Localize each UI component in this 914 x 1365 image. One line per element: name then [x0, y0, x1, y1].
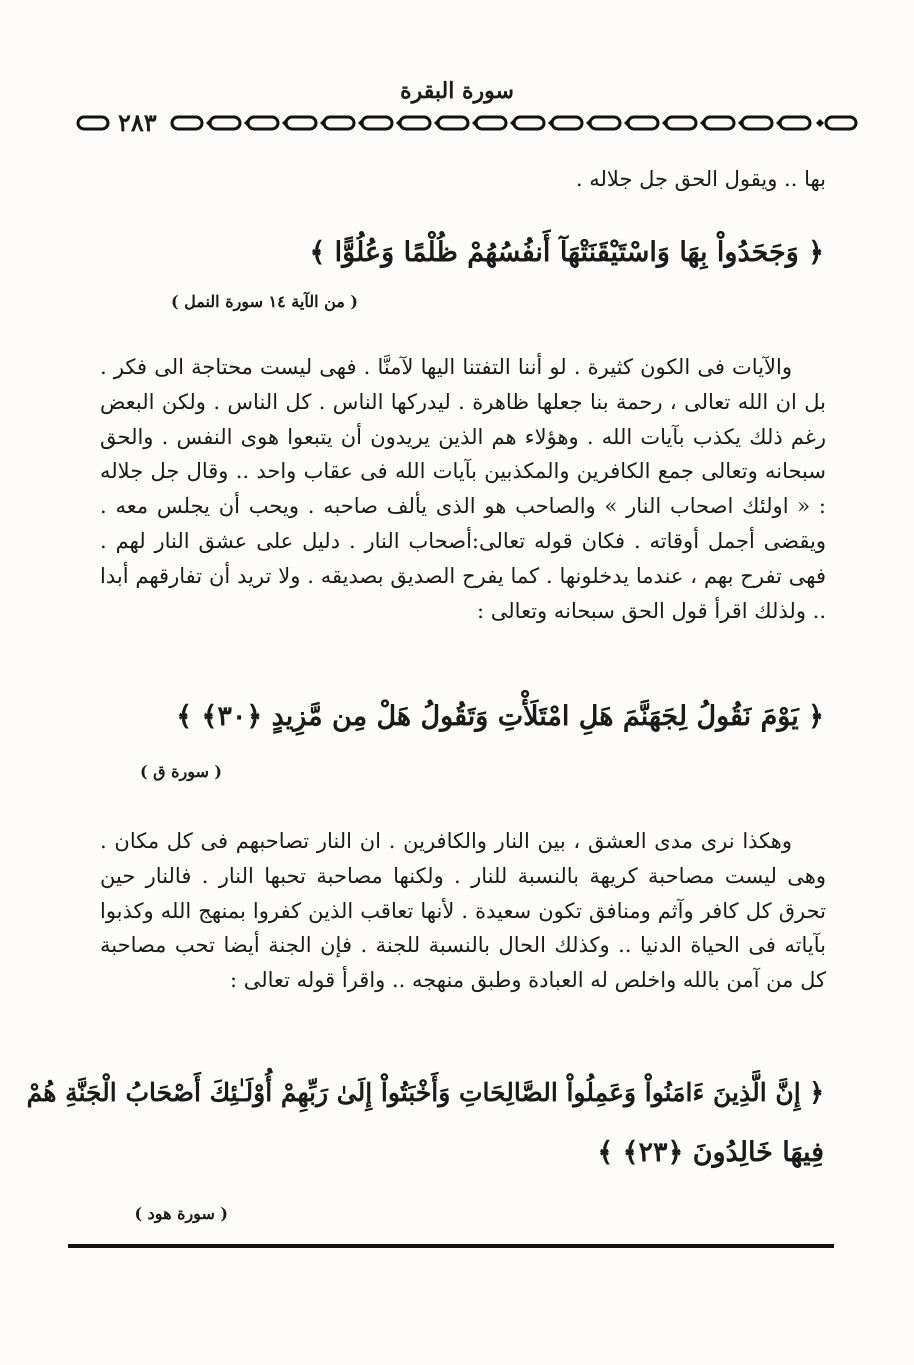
intro-line: بها .. ويقول الحق جل جلاله .	[575, 167, 826, 191]
quran-verse-2: ﴿ يَوْمَ نَقُولُ لِجَهَنَّمَ هَلِ امْتَلَأْتِ وَتَقُولُ هَلْ مِن مَّزِيدٍ ﴿٣٠﴾ ﴾	[176, 701, 824, 732]
paragraph-1: والآيات فى الكون كثيرة . لو أننا التفتنا اليها لآمنَّا . فهى ليست محتاجة الى فكر . بل ان الله تعالى ، رحمة بنا جعلها ظاهرة . ليدركها الناس . كل الناس . ولكن البعض رغم ذلك يكذب بآيات الله . وهؤلاء هم الذين يريدون أن يتبعوا هوى النفس . والحق سبحانه وتعالى جمع الكافرين والمكذبين بآيات الله فى عقاب واحد .. وقال جل جلاله : « اولئك اصحاب النار » والصاحب هو الذى يألف صاحبه . ويحب أن يجلس معه . ويقضى أجمل أوقاته . فكان قوله تعالى:أصحاب النار . دليل على عشق النار لهم . فهى تفرح بهم ، عندما يدخلونها . كما يفرح الصديق بصديقه . ولا تريد أن تفارقهم أبدا .. ولذلك اقرأ قول الحق سبحانه وتعالى :	[100, 355, 826, 623]
verse-1-citation: ( من الآية ١٤ سورة النمل )	[170, 292, 358, 311]
quran-verse-3-line-1: ﴿ إِنَّ الَّذِينَ ءَامَنُواْ وَعَمِلُواْ الصَّالِحَاتِ وَأَخْبَتُواْ إِلَىٰ رَبِّهِمْ أُوْلَـٰئِكَ أَصْحَابُ الْجَنَّةِ هُمْ	[26, 1078, 824, 1107]
paragraph-2: وهكذا نرى مدى العشق ، بين النار والكافرين . ان النار تصاحبهم فى كل مكان . وهى ليست مصاحبة كريهة بالنسبة للنار . ولكنها مصاحبة تحبها النار . فالنار حين تحرق كل كافر وآثم ومنافق تكون سعيدة . لأنها تعاقب الذين كفروا بمنهج الله وكذبوا بآياته فى الحياة الدنيا .. وكذلك الحال بالنسبة للجنة . فإن الجنة أيضا تحب مصاحبة كل من آمن بالله واخلص له العبادة وطبق منهجه .. واقرأ قوله تعالى :	[100, 829, 826, 993]
quran-verse-3-line-2: فِيهَا خَالِدُونَ ﴿٢٣﴾ ﴾	[597, 1137, 824, 1168]
quran-verse-1: ﴿ وَجَحَدُواْ بِهَا وَاسْتَيْقَنَتْهَآ أَنفُسُهُمْ ظُلْمًا وَعُلُوًّا ﴾	[309, 237, 824, 268]
verse-2-citation: ( سورة ق )	[139, 762, 222, 781]
verse-3-citation: ( سورة هود )	[134, 1204, 228, 1223]
page-number: ٢٨٣	[112, 108, 163, 137]
footer-rule	[68, 1244, 834, 1248]
header-ornament-border	[76, 112, 860, 134]
running-title: سورة البقرة	[400, 78, 514, 104]
